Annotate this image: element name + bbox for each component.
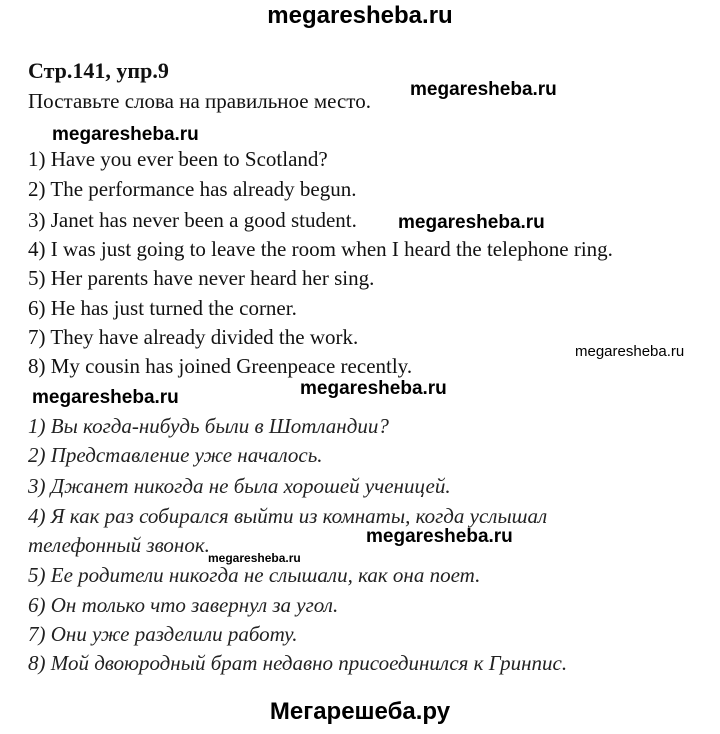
russian-translation: 8) Мой двоюродный брат недавно присоединился к Гринпис. (28, 651, 568, 675)
exercise-title: Стр.141, упр.9 (28, 58, 169, 83)
watermark: megaresheba.ru (300, 378, 447, 399)
russian-translation: 5) Ее родители никогда не слышали, как она поет. (28, 563, 481, 587)
watermark: megaresheba.ru (52, 124, 199, 145)
watermark: megaresheba.ru (32, 387, 179, 408)
english-answer: 5) Her parents have never heard her sing. (28, 266, 375, 290)
watermark: megaresheba.ru (398, 212, 545, 233)
english-answer: 4) I was just going to leave the room when I heard the telephone ring. (28, 237, 613, 261)
english-answer: 1) Have you ever been to Scotland? (28, 147, 328, 171)
bottom-watermark: Мегарешеба.ру (269, 698, 451, 725)
russian-translation: телефонный звонок. (28, 533, 210, 557)
russian-translation: 7) Они уже разделили работу. (28, 622, 298, 646)
russian-translation: 4) Я как раз собирался выйти из комнаты, когда услышал (28, 504, 548, 528)
exercise-instruction: Поставьте слова на правильное место. (28, 89, 371, 113)
watermark: megaresheba.ru (208, 551, 301, 565)
russian-translation: 6) Он только что завернул за угол. (28, 593, 339, 617)
english-answer: 2) The performance has already begun. (28, 177, 357, 201)
watermark: megaresheba.ru (575, 343, 685, 360)
russian-translation: 2) Представление уже началось. (28, 443, 323, 467)
russian-translation: 1) Вы когда-нибудь были в Шотландии? (28, 414, 389, 438)
russian-translation: 3) Джанет никогда не была хорошей ученицей. (28, 474, 451, 498)
english-answer: 7) They have already divided the work. (28, 325, 359, 349)
top-watermark: megaresheba.ru (267, 2, 453, 29)
watermark: megaresheba.ru (366, 526, 513, 547)
english-answer: 8) My cousin has joined Greenpeace recently. (28, 354, 413, 378)
english-answer: 3) Janet has never been a good student. (28, 208, 357, 232)
english-answer: 6) He has just turned the corner. (28, 296, 297, 320)
watermark: megaresheba.ru (410, 79, 557, 100)
